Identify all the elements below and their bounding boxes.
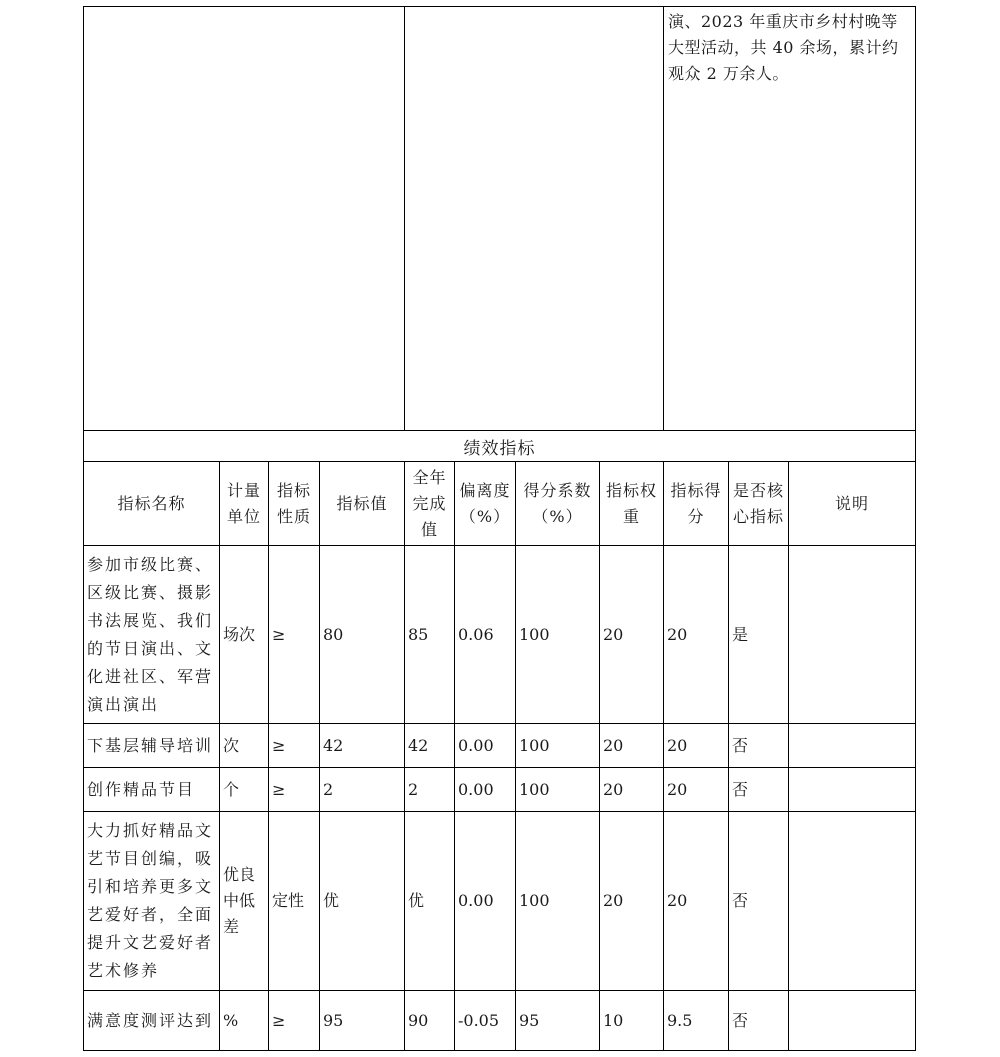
- header-nature: 指标性质: [269, 462, 320, 546]
- indicator-name: 大力抓好精品文艺节目创编，吸引和培养更多文艺爱好者，全面提升文艺爱好者艺术修养: [84, 812, 220, 991]
- indicator-name: 创作精品节目: [84, 768, 220, 812]
- indicator-note: [789, 768, 916, 812]
- indicator-coefficient: 100: [516, 812, 600, 991]
- indicator-unit: 次: [220, 724, 269, 768]
- indicator-coefficient: 100: [516, 768, 600, 812]
- header-row: [84, 462, 916, 546]
- header-core-indicator: 是否核心指标: [729, 462, 789, 546]
- document-page: [83, 6, 916, 1051]
- indicator-target: 2: [320, 768, 405, 812]
- indicator-nature: 定性: [269, 812, 320, 991]
- indicator-score: 20: [664, 812, 729, 991]
- indicator-unit: 场次: [220, 546, 269, 724]
- indicator-target: 42: [320, 724, 405, 768]
- indicator-actual: 2: [405, 768, 455, 812]
- indicator-score: 20: [664, 724, 729, 768]
- indicator-unit: 优良中低差: [220, 812, 269, 991]
- indicator-name: 下基层辅导培训: [84, 724, 220, 768]
- indicator-nature: ≥: [269, 991, 320, 1051]
- indicator-score: 20: [664, 768, 729, 812]
- indicator-target: 优: [320, 812, 405, 991]
- indicator-core: 是: [729, 546, 789, 724]
- indicator-score: 20: [664, 546, 729, 724]
- indicator-weight: 20: [600, 724, 664, 768]
- table-row: [84, 546, 916, 724]
- indicator-core: 否: [729, 991, 789, 1051]
- indicator-unit: %: [220, 991, 269, 1051]
- indicator-note: [789, 991, 916, 1051]
- indicator-actual: 90: [405, 991, 455, 1051]
- header-weight: 指标权重: [600, 462, 664, 546]
- table-row: [84, 991, 916, 1051]
- summary-cell-empty-1: [84, 7, 405, 431]
- header-score: 指标得分: [664, 462, 729, 546]
- summary-row: [84, 7, 916, 431]
- indicator-target: 95: [320, 991, 405, 1051]
- indicator-note: [789, 812, 916, 991]
- indicator-coefficient: 100: [516, 724, 600, 768]
- indicator-deviation: 0.00: [455, 768, 516, 812]
- indicator-actual: 85: [405, 546, 455, 724]
- header-actual-value: 全年完成值: [405, 462, 455, 546]
- header-target-value: 指标值: [320, 462, 405, 546]
- header-indicator-name: 指标名称: [84, 462, 220, 546]
- section-title: 绩效指标: [84, 431, 916, 462]
- indicator-note: [789, 724, 916, 768]
- indicator-weight: 20: [600, 546, 664, 724]
- summary-cell-empty-2: [405, 7, 664, 431]
- indicator-nature: ≥: [269, 724, 320, 768]
- indicator-coefficient: 100: [516, 546, 600, 724]
- indicator-core: 否: [729, 724, 789, 768]
- project-summary-table: [83, 6, 916, 431]
- indicator-weight: 20: [600, 812, 664, 991]
- header-deviation: 偏离度（%）: [455, 462, 516, 546]
- section-title-row: [84, 431, 916, 462]
- header-score-coefficient: 得分系数（%）: [516, 462, 600, 546]
- indicator-name: 参加市级比赛、区级比赛、摄影书法展览、我们的节日演出、文化进社区、军营演出演出: [84, 546, 220, 724]
- indicator-weight: 10: [600, 991, 664, 1051]
- indicator-weight: 20: [600, 768, 664, 812]
- indicator-name: 满意度测评达到: [84, 991, 220, 1051]
- performance-indicators-table: [83, 430, 916, 1051]
- indicator-core: 否: [729, 768, 789, 812]
- indicator-deviation: 0.06: [455, 546, 516, 724]
- indicator-actual: 优: [405, 812, 455, 991]
- table-row: [84, 724, 916, 768]
- table-row: [84, 768, 916, 812]
- header-note: 说明: [789, 462, 916, 546]
- indicator-note: [789, 546, 916, 724]
- indicator-deviation: 0.00: [455, 812, 516, 991]
- completion-narrative: 演、2023 年重庆市乡村村晚等大型活动，共 40 余场，累计约观众 2 万余人。: [664, 7, 916, 431]
- indicator-actual: 42: [405, 724, 455, 768]
- table-row: [84, 812, 916, 991]
- indicator-coefficient: 95: [516, 991, 600, 1051]
- header-unit: 计量单位: [220, 462, 269, 546]
- indicator-nature: ≥: [269, 546, 320, 724]
- indicator-unit: 个: [220, 768, 269, 812]
- indicator-nature: ≥: [269, 768, 320, 812]
- indicator-target: 80: [320, 546, 405, 724]
- indicator-deviation: 0.00: [455, 724, 516, 768]
- indicator-deviation: -0.05: [455, 991, 516, 1051]
- indicator-score: 9.5: [664, 991, 729, 1051]
- indicator-core: 否: [729, 812, 789, 991]
